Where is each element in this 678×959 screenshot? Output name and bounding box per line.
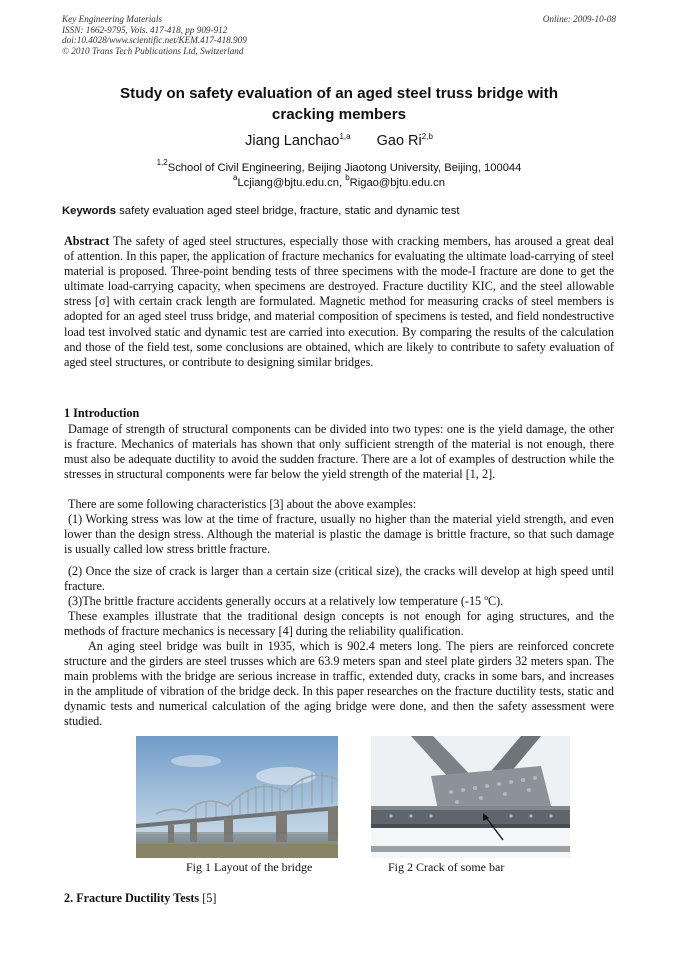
section-2-ref: [5] <box>202 891 217 905</box>
keywords-label: Keywords <box>62 205 116 217</box>
intro-heading: 1 Introduction <box>64 406 140 420</box>
author-list <box>62 133 616 149</box>
journal-header <box>62 14 616 56</box>
author-1-sup: 1,a <box>339 132 351 141</box>
email-a-sup: a <box>233 173 238 182</box>
abstract-label: Abstract <box>64 234 110 248</box>
keywords-text: safety evaluation aged steel bridge, fracture, static and dynamic test <box>119 205 460 217</box>
email-a[interactable]: Lcjiang@bjtu.edu.cn, <box>237 177 343 189</box>
author-2-sup: 2,b <box>421 132 433 141</box>
keywords <box>62 205 616 217</box>
affiliation <box>62 158 616 174</box>
intro-paragraph-1: Damage of strength of structural components can be divided into two types: one is the yield damage, the other is fracture. Mechanics of materials has shown that only sufficient strength of the material is not enough, there must also be adequate ductility to avoid the sudden fracture. There are a lot of examples of destruction while the stresses in structural components were far below the yield strength of the material [1, 2]. <box>64 422 614 482</box>
title-line-1: Study on safety evaluation of an aged steel truss bridge with <box>120 85 558 102</box>
online-date: Online: 2009-10-08 <box>542 14 616 24</box>
author-2-name: Gao Ri <box>376 133 422 149</box>
intro-paragraph-2: There are some following characteristics [3] about the above examples: <box>68 497 417 511</box>
journal-doi: doi:10.4028/www.scientific.net/KEM.417-418.909 <box>62 35 247 46</box>
title-line-2: cracking members <box>271 106 407 123</box>
paper-title <box>62 83 616 125</box>
figure-2-crack-photo <box>371 736 570 858</box>
author-emails <box>62 173 616 189</box>
abstract-text: The safety of aged steel structures, especially those with cracking members, has aroused a great deal of attention. In this paper, the application of fracture mechanics for evaluating the ultimate load-carrying of steel material is proposed. Three-point bending tests of three specimens with the mode-I fracture are done to get the ultimate load-carrying capacity, when specimens are destroyed. Fracture ductility KIC, and the steel allowable stress [σ] with certain crack length are formulated. Magnetic method for measuring cracks of steel members is adopted for an aged steel truss bridge, and material composition of specimens is tested, and field nondestructive load test involved static and dynamic test are carried into execution. By comparing the results of the calculation and those of the field test, some conclusions are obtained, which are likely to contribute to safety evaluation of aged steel structures, or contribute to designing similar bridges. <box>64 234 614 369</box>
journal-copyright: © 2010 Trans Tech Publications Ltd, Switzerland <box>62 45 244 56</box>
affiliation-sup: 1,2 <box>156 158 168 167</box>
section-2-heading <box>64 891 216 906</box>
journal-name: Key Engineering Materials <box>62 14 163 24</box>
intro-item-1: (1) Working stress was low at the time of fracture, usually no higher than the material yield strength, and even lower than the design stress. Although the material is plastic the damage is brittle fracture, so that such damage is usually called low stress brittle fracture. <box>64 512 614 557</box>
email-b-sup: b <box>345 173 350 182</box>
journal-issn: ISSN: 1662-9795, Vols. 417-418, pp 909-912 <box>62 24 228 35</box>
intro-paragraph-4: An aging steel bridge was built in 1935, which is 902.4 meters long. The piers are reinforced concrete structure and the girders are steel trusses which are 63.9 meters span and steel plate girders 32 meters span. The main problems with the bridge are serious increase in traffic, extended duty, cracks in some bars, and increases in the amplitude of vibration of the bridge deck. In this paper researches on the fracture ductility tests, static and dynamic tests and numerical calculation of the aging bridge were done, and then the safety assessment were studied. <box>64 639 614 729</box>
intro-item-2: (2) Once the size of crack is larger than a certain size (critical size), the cracks will develop at high speed until fracture. <box>64 564 614 594</box>
abstract <box>64 234 614 370</box>
intro-item-3: (3)The brittle fracture accidents generally occurs at a relatively low temperature (-15 ºC). <box>68 594 504 608</box>
intro-paragraph-3: These examples illustrate that the traditional design concepts is not enough for aging structures, and the methods of fracture mechanics is necessary [4] during the reliability qualification. <box>64 609 614 639</box>
section-2-title: 2. Fracture Ductility Tests <box>64 891 200 905</box>
author-1-name: Jiang Lanchao <box>245 133 340 149</box>
figure-1-caption: Fig 1 Layout of the bridge <box>186 860 313 874</box>
affiliation-text: School of Civil Engineering, Beijing Jiaotong University, Beijing, 100044 <box>167 162 522 174</box>
figure-2-caption: Fig 2 Crack of some bar <box>388 860 505 874</box>
email-b[interactable]: Rigao@bjtu.edu.cn <box>349 177 445 189</box>
figure-1-bridge-photo <box>136 736 338 858</box>
